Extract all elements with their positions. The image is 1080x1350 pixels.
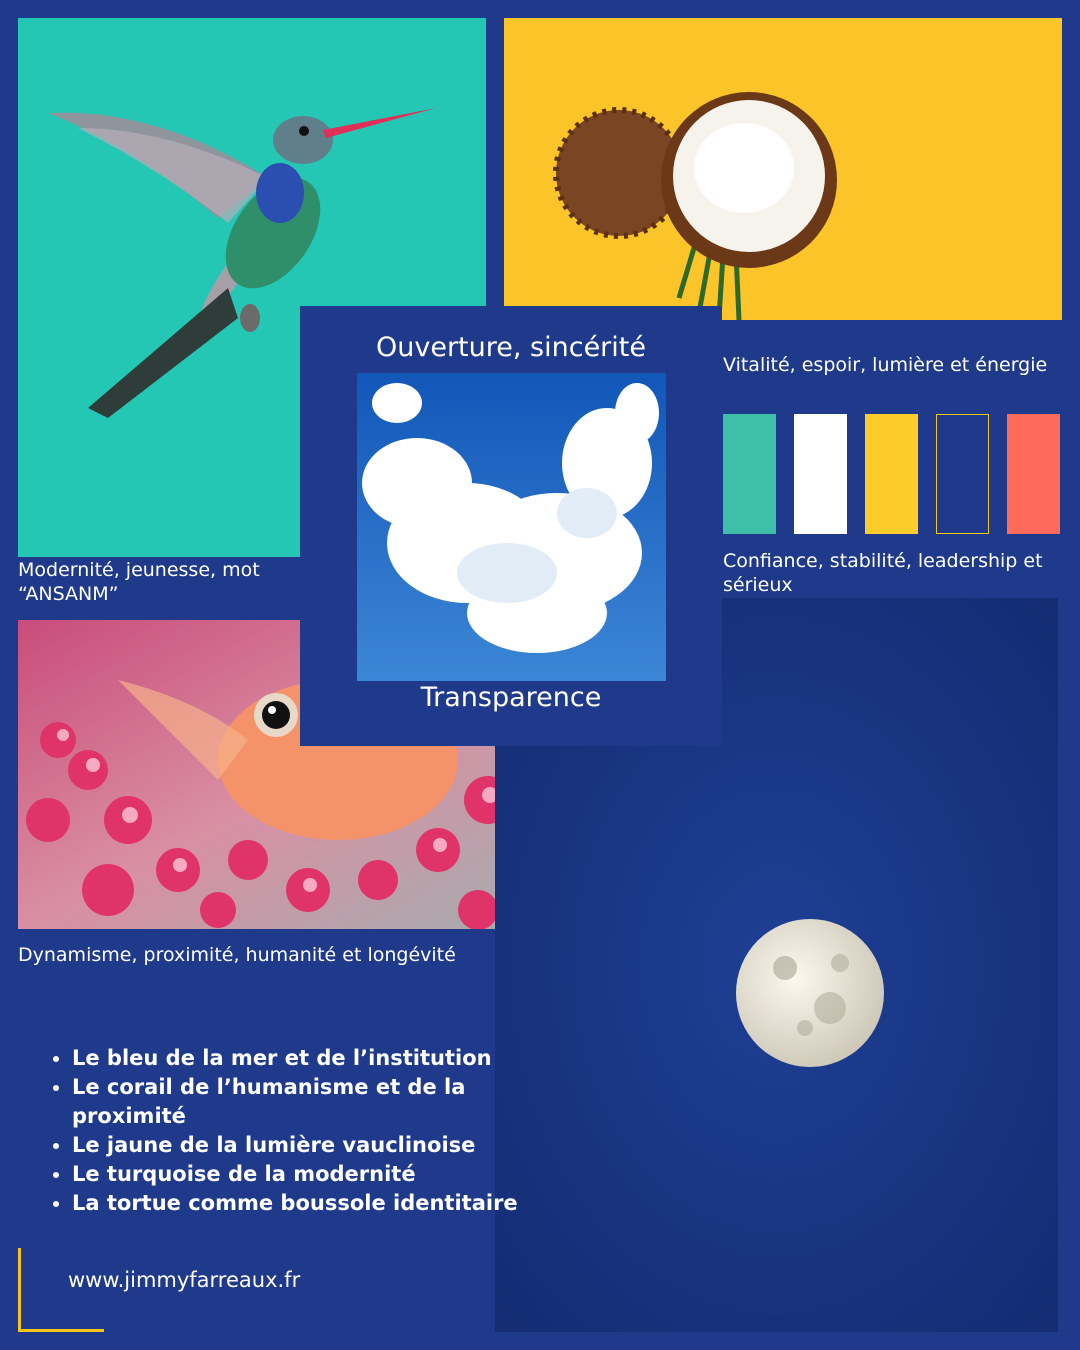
center-bottom-title: Transparence	[420, 682, 602, 713]
hummingbird-caption-line1: Modernité, jeunesse, mot	[18, 559, 260, 581]
coral-caption: Dynamisme, proximité, humanité et longévité	[18, 944, 456, 966]
center-panel	[300, 306, 722, 746]
list-item: • Le turquoise de la modernité	[72, 1160, 532, 1189]
coconut-photo	[504, 18, 1062, 320]
hummingbird-caption	[18, 558, 298, 606]
list-item: • Le bleu de la mer et de l’institution	[72, 1044, 532, 1073]
palette-caption	[723, 549, 1063, 597]
clouds-photo	[357, 373, 666, 681]
swatch-navy	[936, 414, 989, 534]
palette-caption-line1: Confiance, stabilité, leadership et	[723, 550, 1043, 572]
corner-accent-horizontal	[18, 1329, 104, 1332]
swatch-white	[794, 414, 847, 534]
swatch-yellow	[865, 414, 918, 534]
center-top-title: Ouverture, sincérité	[376, 332, 646, 363]
corner-accent-vertical	[18, 1248, 21, 1332]
list-item: • Le corail de l’humanisme et de la proximité	[72, 1073, 532, 1131]
swatch-turquoise	[723, 414, 776, 534]
coconut-caption: Vitalité, espoir, lumière et énergie	[723, 354, 1048, 376]
palette-caption-line2: sérieux	[723, 574, 793, 596]
list-item: • Le jaune de la lumière vauclinoise	[72, 1131, 532, 1160]
website-link[interactable]: www.jimmyfarreaux.fr	[68, 1268, 301, 1292]
hummingbird-caption-line2: “ANSANM”	[18, 583, 119, 605]
values-list	[40, 1044, 532, 1218]
swatch-coral	[1007, 414, 1060, 534]
list-item: • La tortue comme boussole identitaire	[72, 1189, 532, 1218]
